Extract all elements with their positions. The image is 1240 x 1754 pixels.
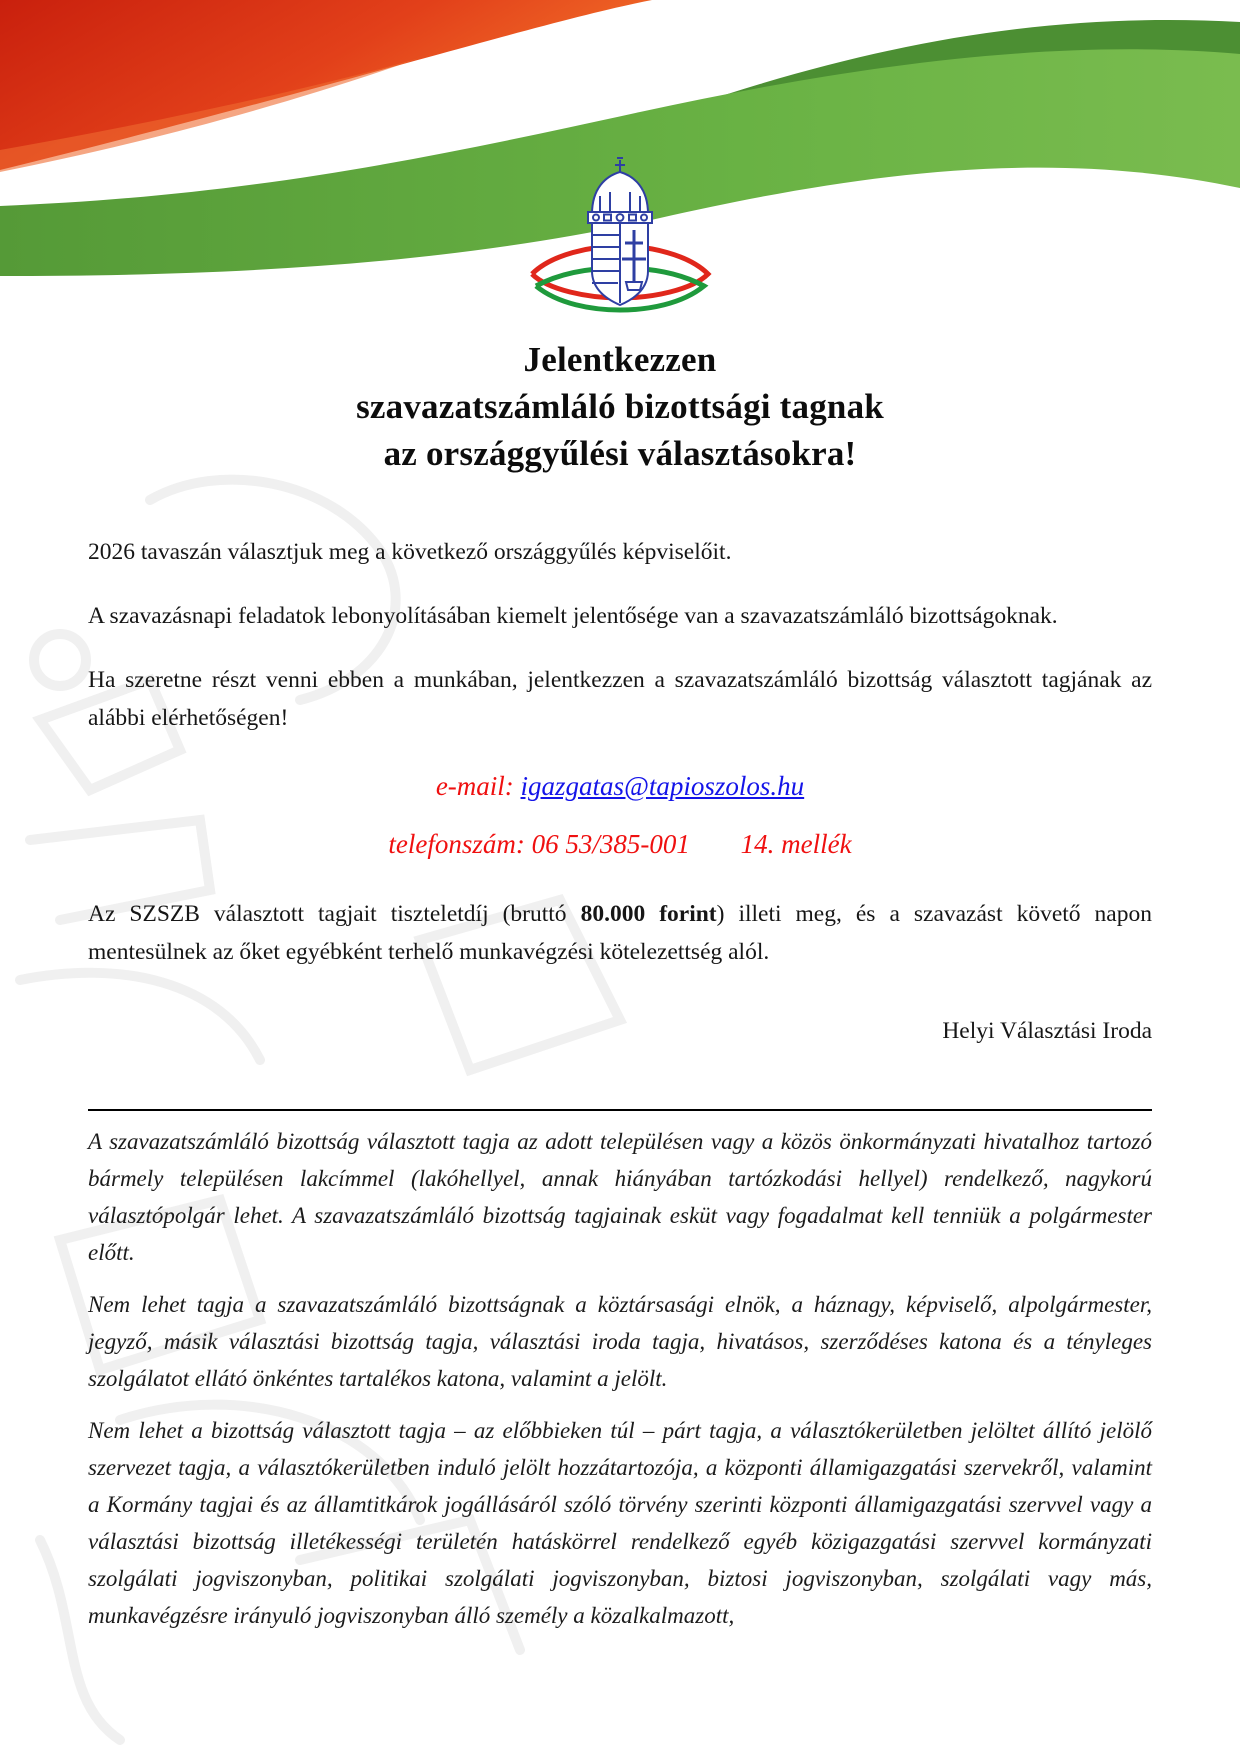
- paragraph-election-date: 2026 tavaszán választjuk meg a következő országgyűlés képviselőit.: [88, 539, 732, 565]
- email-link[interactable]: igazgatas@tapioszolos.hu: [520, 771, 805, 801]
- phone-number: 06 53/385-001: [531, 829, 690, 859]
- title-line-2: szavazatszámláló bizottsági tagnak: [356, 387, 884, 426]
- phone-extension: 14. mellék: [740, 829, 852, 859]
- honorarium-part1: Az SZSZB választott tagjait tiszteletdíj (bruttó: [88, 901, 581, 927]
- honorarium-part2: ) illeti meg, és a szavazást követő napon mentesülnek az őket egyébként terhelő munkavégzési kötelezettség alól.: [88, 901, 1152, 965]
- page-title: [88, 336, 1152, 477]
- hungarian-coat-of-arms-icon: [522, 150, 718, 326]
- paragraph-importance: A szavazásnapi feladatok lebonyolításában kiemelt jelentősége van a szavazatszámláló bizottságoknak.: [88, 603, 1058, 629]
- contact-email-line: [88, 769, 1152, 803]
- paragraph-apply: Ha szeretne részt venni ebben a munkában, jelentkezzen a szavazatszámláló bizottság választott tagjának az alábbi elérhetőségen!: [88, 667, 1152, 731]
- footnote-eligibility: A szavazatszámláló bizottság választott tagja az adott településen vagy a közös önkormányzati hivatalhoz tartozó bármely településen lakcímmel (lakóhellyel, annak hiányában tartózkodási hellyel) rendelkező, nagykorú választópolgár lehet. A szavazatszámláló bizottság tagjainak esküt vagy fogadalmat kell tenniük a polgármester előtt.: [88, 1129, 1152, 1265]
- paragraph-honorarium: [88, 895, 1152, 971]
- footnote-divider: [88, 1109, 1152, 1111]
- title-line-1: Jelentkezzen: [523, 340, 717, 379]
- footnote-exclusions-1: Nem lehet tagja a szavazatszámláló bizottságnak a köztársasági elnök, a háznagy, képviselő, alpolgármester, jegyző, másik választási bizottság tagja, választási iroda tagja, hivatásos, szerződéses katona és a tényleges szolgálatot ellátó önkéntes tartalékos katona, valamint a jelölt.: [88, 1292, 1152, 1391]
- email-label: e-mail:: [435, 771, 514, 801]
- signature-office: Helyi Választási Iroda: [942, 1018, 1152, 1044]
- footnote-exclusions-2: Nem lehet a bizottság választott tagja – az előbbieken túl – párt tagja, a választókerületben jelöltet állító jelölő szervezet tagja, a választókerületben induló jelölt hozzátartozója, a központi államigazgatási szervekről, valamint a Kormány tagjai és az államtitkárok jogállásáról szóló törvény szerinti központi államigazgatási szervvel vagy a választási bizottság illetékességi területén hatáskörrel rendelkező egyéb közigazgatási szervvel kormányzati szolgálati jogviszonyban, politikai szolgálati jogviszonyban, biztosi jogviszonyban, szolgálati vagy más, munkavégzésre irányuló jogviszonyban álló személy a közalkalmazott,: [88, 1418, 1152, 1628]
- phone-label: telefonszám:: [388, 829, 525, 859]
- logo-wrap: [88, 150, 1152, 328]
- title-line-3: az országgyűlési választásokra!: [383, 434, 857, 473]
- contact-phone-line: [88, 827, 1152, 861]
- crest: [588, 158, 652, 305]
- honorarium-amount: 80.000 forint: [580, 901, 717, 927]
- legal-footnotes: [88, 1123, 1152, 1634]
